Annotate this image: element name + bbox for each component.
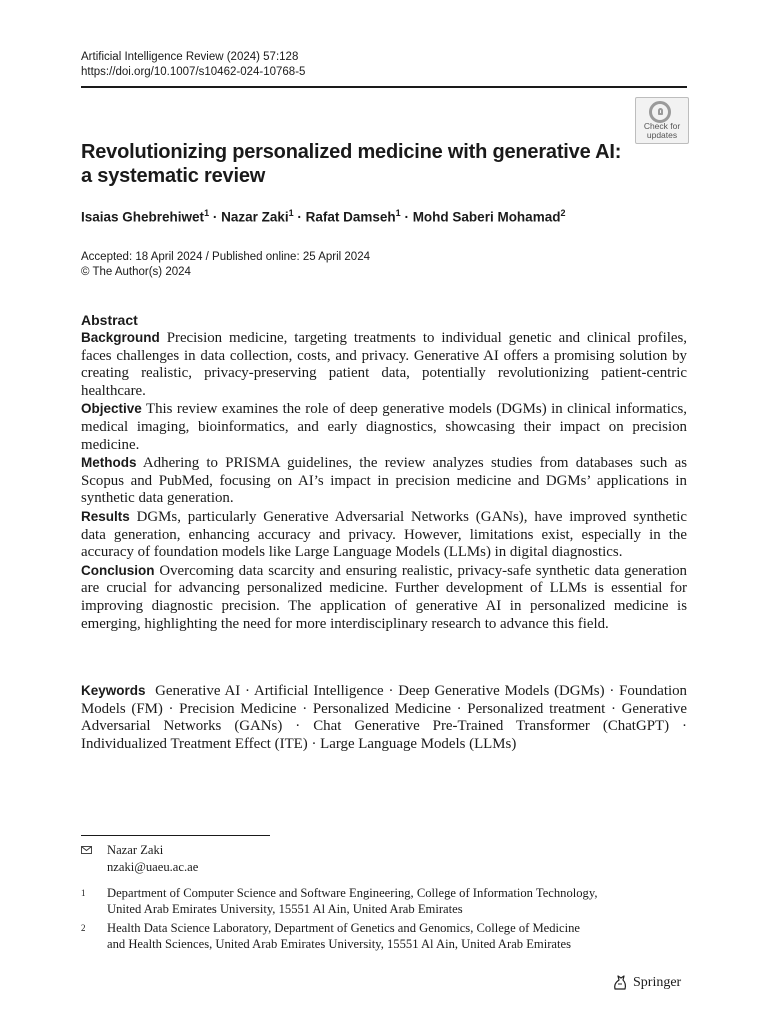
- section-text: Overcoming data scarcity and ensuring realistic, privacy-safe synthetic data generation are crucial for advancing personalized medicine. Further development of LLMs is essential for improving diagnostic precision. The application of generative AI in personalized medicine is emerging, highlighting the need for more interdisciplinary research to advance this field.: [81, 562, 687, 632]
- title-line-1: Revolutionizing personalized medicine with generative AI:: [81, 141, 622, 163]
- author-name[interactable]: Isaias Ghebrehiwet: [81, 209, 205, 225]
- affiliation-number: 2: [81, 923, 86, 933]
- abstract: [81, 311, 687, 633]
- corresponding-author-name: Nazar Zaki: [107, 843, 164, 857]
- section-text: This review examines the role of deep generative models (DGMs) in clinical informatics, medical imaging, bioinformatics, and early diagnostics, showcasing their impact on precision medicine.: [81, 401, 687, 453]
- header-rule: [81, 86, 687, 88]
- author-affiliation-mark: 1: [204, 208, 210, 218]
- author-separator: ·: [293, 209, 306, 225]
- author-affiliation-mark: 2: [560, 208, 566, 218]
- section-text: Adhering to PRISMA guidelines, the review analyzes studies from databases such as Scopus and PubMed, focusing on AI’s impact in precision medicine and DGMs’ applications in synthetic data generation.: [81, 455, 687, 507]
- crossmark-icon: [649, 101, 671, 123]
- paper-title: [81, 140, 641, 188]
- author-affiliation-mark: 1: [395, 208, 401, 218]
- abstract-conclusion: [81, 562, 687, 633]
- section-text: DGMs, particularly Generative Adversarial Networks (GANs), have improved synthetic data generation, enhancing accuracy and privacy. However, limitations exist, especially in the accuracy of foundation models like Large Language Models (LLMs) in digital diagnostics.: [81, 508, 687, 561]
- affiliation-1: [81, 886, 687, 918]
- springer-horse-icon: [612, 974, 628, 991]
- publication-dates: [81, 250, 370, 280]
- author-name[interactable]: Rafat Damseh: [305, 209, 396, 225]
- check-for-updates-badge[interactable]: [635, 97, 689, 144]
- title-line-2: a systematic review: [81, 165, 266, 187]
- author-separator: ·: [400, 209, 413, 225]
- abstract-heading: Abstract: [81, 312, 138, 328]
- accepted-published-dates: Accepted: 18 April 2024 / Published online: 25 April 2024: [81, 251, 370, 263]
- affiliation-line: Department of Computer Science and Software Engineering, College of Information Technology,: [107, 886, 598, 900]
- keywords-label: Keywords: [81, 683, 146, 698]
- author-list: [81, 208, 565, 225]
- section-text: Precision medicine, targeting treatments to individual genetic and clinical profiles, faces challenges in data collection, costs, and privacy. Generative AI offers a promising solution by creating realistic, privacy-preserving patient data, potentially revolutionizing patient-centric healthcare.: [81, 330, 687, 399]
- check-for-updates-label: Check for updates: [643, 121, 681, 140]
- journal-header: [81, 50, 305, 80]
- section-label: Methods: [81, 455, 137, 471]
- abstract-methods: [81, 454, 687, 508]
- affiliation-line: and Health Sciences, United Arab Emirates University, 15551 Al Ain, United Arab Emirates: [107, 936, 571, 951]
- affiliation-line: Health Data Science Laboratory, Department of Genetics and Genomics, College of Medicine: [107, 921, 581, 935]
- section-label: Background: [81, 330, 160, 345]
- copyright-notice: © The Author(s) 2024: [81, 266, 191, 278]
- author-name[interactable]: Nazar Zaki: [221, 209, 289, 225]
- corresponding-author-email[interactable]: nzaki@uaeu.ac.ae: [107, 860, 199, 874]
- author-affiliation-mark: 1: [288, 208, 294, 218]
- abstract-background: [81, 329, 687, 400]
- publisher-name: Springer: [633, 975, 682, 990]
- footnote-rule: [81, 835, 270, 836]
- keywords-text: Generative AI · Artificial Intelligence · Deep Generative Models (DGMs) · Foundation Models (FM) · Precision Medicine · Personalized Medicine · Personalized treatment · Generative Adversarial Networks (GANs) · Chat Generative Pre-Trained Transformer (ChatGPT) · Individualized Treatment Effect (ITE) · Large Language Models (LLMs): [81, 683, 687, 752]
- abstract-objective: [81, 400, 687, 454]
- section-label: Results: [81, 508, 130, 524]
- doi-link[interactable]: https://doi.org/10.1007/s10462-024-10768-5: [81, 66, 306, 78]
- abstract-results: [81, 508, 687, 562]
- author-separator: ·: [209, 209, 222, 225]
- affiliation-number: 1: [81, 888, 86, 898]
- author-name[interactable]: Mohd Saberi Mohamad: [412, 209, 561, 225]
- affiliation-2: [81, 921, 687, 953]
- section-label: Objective: [81, 401, 142, 417]
- affiliation-line: United Arab Emirates University, 15551 Al Ain, United Arab Emirates: [107, 901, 463, 916]
- journal-citation: Artificial Intelligence Review (2024) 57:128: [81, 51, 299, 63]
- section-label: Conclusion: [81, 562, 155, 578]
- keywords: [81, 682, 687, 753]
- envelope-icon: [81, 846, 92, 854]
